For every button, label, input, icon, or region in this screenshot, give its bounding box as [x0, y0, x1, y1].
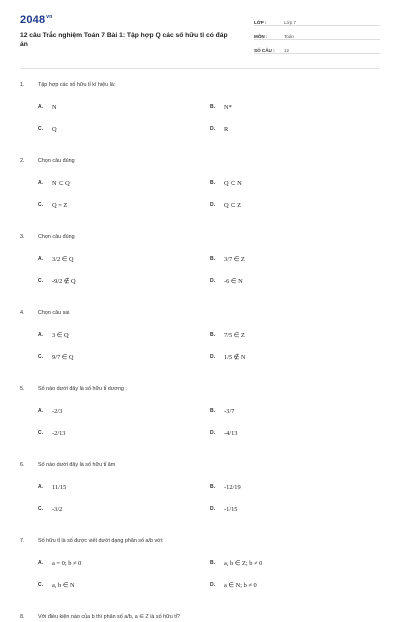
option-label: D. — [210, 126, 215, 132]
option-label: B. — [210, 332, 215, 338]
option-text: Q ⊂ Z — [224, 202, 242, 209]
site-logo[interactable] — [20, 14, 53, 26]
options-grid — [20, 330, 380, 362]
options-grid — [20, 482, 380, 514]
answer-option[interactable] — [210, 558, 382, 568]
option-text: N — [52, 103, 57, 111]
meta-row-class — [254, 15, 380, 26]
answer-option[interactable] — [38, 276, 210, 286]
option-label: C. — [38, 278, 43, 284]
answer-option[interactable] — [210, 504, 382, 514]
option-text: 3/2 ∈ Q — [52, 256, 74, 263]
answer-option[interactable] — [38, 330, 210, 340]
option-label: A. — [38, 180, 43, 186]
answer-option[interactable] — [38, 580, 210, 590]
option-label: C. — [38, 430, 43, 436]
answer-option[interactable] — [38, 352, 210, 362]
answer-option[interactable] — [210, 200, 382, 210]
meta-label: MÔN : — [254, 34, 268, 39]
question-item — [20, 80, 380, 156]
answer-option[interactable] — [210, 102, 382, 112]
question-number: 4. — [20, 310, 25, 316]
answer-option[interactable] — [38, 254, 210, 264]
option-text: Q — [52, 125, 57, 133]
option-label: A. — [38, 484, 43, 490]
answer-option[interactable] — [210, 254, 382, 264]
meta-label: LỚP : — [254, 20, 267, 25]
option-label: B. — [210, 256, 215, 262]
question-number: 1. — [20, 82, 25, 88]
answer-option[interactable] — [38, 406, 210, 416]
option-text: -2/13 — [52, 429, 66, 437]
option-text: -6 ∈ N — [224, 278, 243, 285]
options-grid — [20, 102, 380, 134]
option-text: N ⊂ Q — [52, 180, 70, 187]
question-number: 8. — [20, 614, 25, 620]
answer-option[interactable] — [38, 558, 210, 568]
question-number: 5. — [20, 386, 25, 392]
option-label: B. — [210, 560, 215, 566]
option-text: -12/19 — [224, 483, 241, 491]
options-grid — [20, 558, 380, 590]
option-text: N* — [224, 103, 232, 111]
option-text: -3/2 — [52, 505, 63, 513]
question-spacer — [20, 362, 380, 384]
answer-option[interactable] — [210, 580, 382, 590]
question-text: Số hữu tỉ là số được viết dưới dạng phân số a/b với: — [38, 538, 164, 544]
question-text: Số nào dưới đây là số hữu tỉ âm — [38, 462, 116, 468]
answer-option[interactable] — [38, 102, 210, 112]
header-divider — [20, 68, 380, 69]
option-text: a, b ∈ Z; b ≠ 0 — [224, 560, 263, 567]
question-spacer — [20, 286, 380, 308]
question-item — [20, 536, 380, 612]
meta-value: Lớp 7 — [284, 20, 296, 25]
question-text: Với điều kiện nào của b thì phân số a/b, a ∈ Z là số hữu tỉ? — [38, 614, 180, 620]
question-text-row — [20, 308, 380, 318]
option-label: D. — [210, 278, 215, 284]
answer-option[interactable] — [210, 178, 382, 188]
question-number: 7. — [20, 538, 25, 544]
option-text: Q = Z — [52, 201, 68, 209]
question-item — [20, 232, 380, 308]
option-label: D. — [210, 582, 215, 588]
meta-label: SỐ CÂU : — [254, 48, 275, 53]
answer-option[interactable] — [210, 482, 382, 492]
option-label: C. — [38, 126, 43, 132]
option-text: R — [224, 125, 229, 133]
answer-option[interactable] — [38, 504, 210, 514]
answer-option[interactable] — [210, 124, 382, 134]
answer-option[interactable] — [210, 352, 382, 362]
question-text-row — [20, 612, 380, 622]
question-text-row — [20, 460, 380, 470]
option-text: 9/7 ∈ Q — [52, 354, 74, 361]
meta-panel — [254, 15, 380, 57]
option-label: C. — [38, 354, 43, 360]
option-text: a, b ∈ N — [52, 582, 75, 589]
question-list — [20, 80, 380, 622]
option-text: -9/2 ∉ Q — [52, 278, 76, 285]
option-label: B. — [210, 408, 215, 414]
question-spacer — [20, 134, 380, 156]
question-item — [20, 308, 380, 384]
option-label: B. — [210, 104, 215, 110]
option-text: -4/13 — [224, 429, 238, 437]
answer-option[interactable] — [38, 428, 210, 438]
option-label: D. — [210, 506, 215, 512]
question-text-row — [20, 156, 380, 166]
option-label: C. — [38, 506, 43, 512]
logo-suffix: vn — [46, 14, 53, 21]
options-grid — [20, 254, 380, 286]
question-text: Chọn câu sai — [38, 310, 70, 316]
option-label: D. — [210, 354, 215, 360]
answer-option[interactable] — [38, 200, 210, 210]
page-title: 12 câu Trắc nghiệm Toán 7 Bài 1: Tập hợp Q các số hữu tỉ có đáp án — [20, 32, 228, 48]
question-text-row — [20, 80, 380, 90]
question-text: Chọn câu đúng — [38, 158, 75, 164]
answer-option[interactable] — [38, 124, 210, 134]
option-text: 7/5 ∈ Z — [224, 332, 245, 339]
options-grid — [20, 406, 380, 438]
answer-option[interactable] — [210, 276, 382, 286]
option-label: A. — [38, 332, 43, 338]
meta-row-subject — [254, 29, 380, 40]
option-label: B. — [210, 180, 215, 186]
options-grid — [20, 178, 380, 210]
option-label: A. — [38, 256, 43, 262]
option-text: 11/15 — [52, 483, 67, 491]
answer-option[interactable] — [210, 406, 382, 416]
option-text: a = 0; b ≠ 0 — [52, 559, 82, 567]
option-text: a ∈ N; b ≠ 0 — [224, 582, 257, 589]
question-text-row — [20, 232, 380, 242]
question-spacer — [20, 514, 380, 536]
option-label: A. — [38, 408, 43, 414]
meta-row-count — [254, 43, 380, 54]
meta-value: 12 — [284, 48, 290, 53]
option-label: B. — [210, 484, 215, 490]
question-text: Số nào dưới đây là số hữu tỉ dương : — [38, 386, 127, 392]
option-label: C. — [38, 202, 43, 208]
option-text: -1/15 — [224, 505, 238, 513]
option-label: A. — [38, 560, 43, 566]
question-number: 2. — [20, 158, 25, 164]
option-text: -2/3 — [52, 407, 63, 415]
question-text-row — [20, 536, 380, 546]
option-text: 3/7 ∈ Z — [224, 256, 245, 263]
question-text: Chọn câu đúng — [38, 234, 75, 240]
question-item — [20, 384, 380, 460]
question-text-row — [20, 384, 380, 394]
answer-option[interactable] — [210, 330, 382, 340]
option-label: C. — [38, 582, 43, 588]
question-number: 3. — [20, 234, 25, 240]
answer-option[interactable] — [38, 178, 210, 188]
option-text: Q ⊂ N — [224, 180, 242, 187]
option-text: -3/7 — [224, 407, 235, 415]
meta-value: Toán — [284, 34, 294, 39]
option-text: 1/5 ∉ N — [224, 354, 246, 361]
answer-option[interactable] — [38, 482, 210, 492]
option-text: 3 ∈ Q — [52, 332, 69, 339]
question-item — [20, 612, 380, 622]
option-label: A. — [38, 104, 43, 110]
question-spacer — [20, 210, 380, 232]
option-label: D. — [210, 202, 215, 208]
answer-option[interactable] — [210, 428, 382, 438]
option-label: D. — [210, 430, 215, 436]
question-number: 6. — [20, 462, 25, 468]
logo-text: 2048 — [20, 14, 46, 26]
question-spacer — [20, 438, 380, 460]
question-item — [20, 156, 380, 232]
question-text: Tập hợp các số hữu tỉ kí hiệu là: — [38, 82, 116, 88]
question-spacer — [20, 590, 380, 612]
question-item — [20, 460, 380, 536]
